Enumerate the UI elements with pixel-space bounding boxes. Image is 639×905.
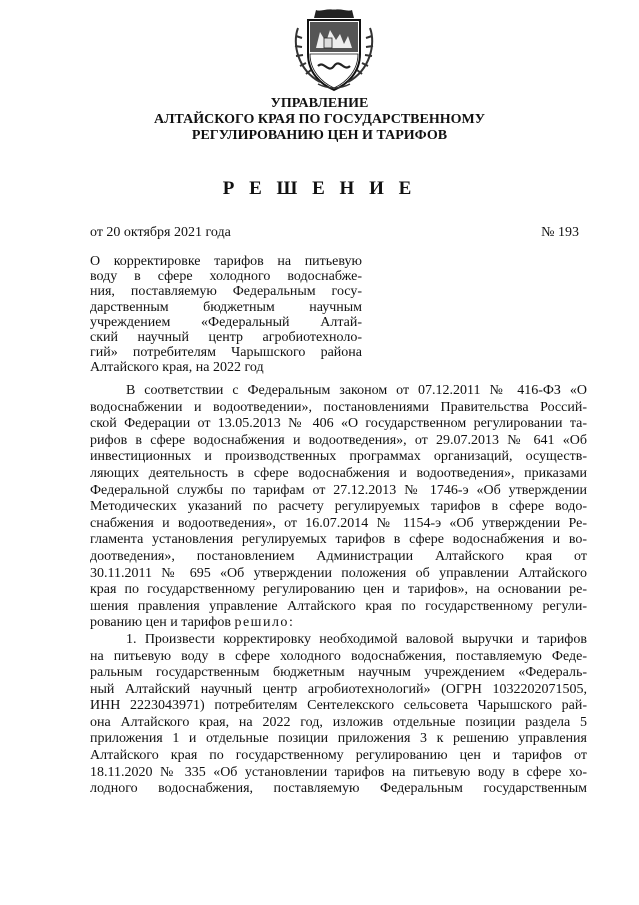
body-line: ный Алтайский научный центр агробиотехнологий» (ОГРН 1032202071505, xyxy=(90,681,587,697)
subject-line: Алтайского края, на 2022 год xyxy=(90,360,264,376)
body-line: инвестиционных и производственных программах организаций, осуществ- xyxy=(90,449,587,465)
body-line: 18.11.2020 № 335 «Об установлении тарифов на питьевую воду в сфере хо- xyxy=(90,764,587,780)
body-line: приложения 1 и отдельные позиции приложения 3 к решению управления xyxy=(90,731,587,747)
subject-line: ский научный центр агробиотехноло- xyxy=(90,330,362,346)
document-title: Р Е Ш Е Н И Е xyxy=(222,178,417,199)
body-line: ИНН 2223043971) потребителям Сентелекского сельсовета Чарышского рай- xyxy=(90,698,587,714)
body-line: снабжения и водоотведения», от 16.07.2014 № 1154-э «Об утверждении Ре- xyxy=(90,515,587,531)
document-body xyxy=(90,383,587,798)
body-line: края по государственному регулированию цен и тарифов», на основании ре- xyxy=(90,582,587,598)
document-date: от 20 октября 2021 года xyxy=(90,225,231,240)
subject-line: дарственным бюджетным научным xyxy=(90,299,362,315)
body-line: Алтайского края по государственному регулированию цен и тарифов от xyxy=(90,748,587,764)
body-text: : xyxy=(288,615,293,631)
decision-word: решило xyxy=(234,615,289,631)
body-line: она Алтайского края, на 2022 год, изложив отдельные позиции раздела 5 xyxy=(90,714,587,730)
body-line: В соответствии с Федеральным законом от 07.12.2011 № 416-ФЗ «О xyxy=(126,383,587,398)
body-line: ской Федерации от 13.05.2013 № 406 «О государственном регулировании та- xyxy=(90,416,587,432)
body-line: рифов в сфере водоснабжения и водоотведения», от 29.07.2013 № 641 «Об xyxy=(90,432,587,448)
body-line xyxy=(90,615,587,632)
body-line: Методических указаний по расчету регулируемых тарифов в сфере водо- xyxy=(90,499,587,515)
subject-line: ния, поставляемую Федеральным госу- xyxy=(90,284,362,300)
subject-line: учреждением «Федеральный Алтай- xyxy=(90,314,362,330)
body-line: гламента установления регулируемых тарифов в сфере водоснабжения и во- xyxy=(90,532,587,548)
authority-line: АЛТАЙСКОГО КРАЯ ПО ГОСУДАРСТВЕННОМУ xyxy=(154,112,485,127)
body-line: 30.11.2011 № 695 «Об утверждении положения об управлении Алтайского xyxy=(90,565,587,581)
body-line: ляющих деятельность в сфере водоснабжения и водоотведения», приказами xyxy=(90,465,587,481)
body-line: лодного водоснабжения, поставляемую Федеральным государственным xyxy=(90,781,587,797)
body-line: шения правления управление Алтайского края по государственному регули- xyxy=(90,598,587,614)
document-number: № 193 xyxy=(541,225,579,240)
body-text: рованию цен и тарифов xyxy=(90,615,235,631)
body-line: ральным государственным бюджетным научным учреждением «Федераль- xyxy=(90,665,587,681)
body-line: на питьевую воду в сфере холодного водоснабжения, поставляемую Феде- xyxy=(90,648,587,664)
altai-krai-coat-of-arms xyxy=(290,8,378,92)
body-line: Федеральной службы по тарифам от 27.12.2013 № 1746-э «Об утверждении xyxy=(90,482,587,498)
subject-line: воду в сфере холодного водоснабже- xyxy=(90,269,362,285)
body-line: водоснабжении и водоотведении», постановлениями Правительства Россий- xyxy=(90,399,587,415)
authority-line: УПРАВЛЕНИЕ xyxy=(270,96,369,111)
subject-line: О корректировке тарифов на питьевую xyxy=(90,254,362,269)
document-subject xyxy=(90,254,362,376)
issuing-authority xyxy=(0,96,639,144)
body-line: доотведения», постановлением Администрации Алтайского края от xyxy=(90,548,587,564)
body-line: 1. Произвести корректировку необходимой валовой выручки и тарифов xyxy=(126,631,587,647)
subject-line: гий» потребителям Чарышского района xyxy=(90,345,362,361)
authority-line: РЕГУЛИРОВАНИЮ ЦЕН И ТАРИФОВ xyxy=(191,128,448,143)
